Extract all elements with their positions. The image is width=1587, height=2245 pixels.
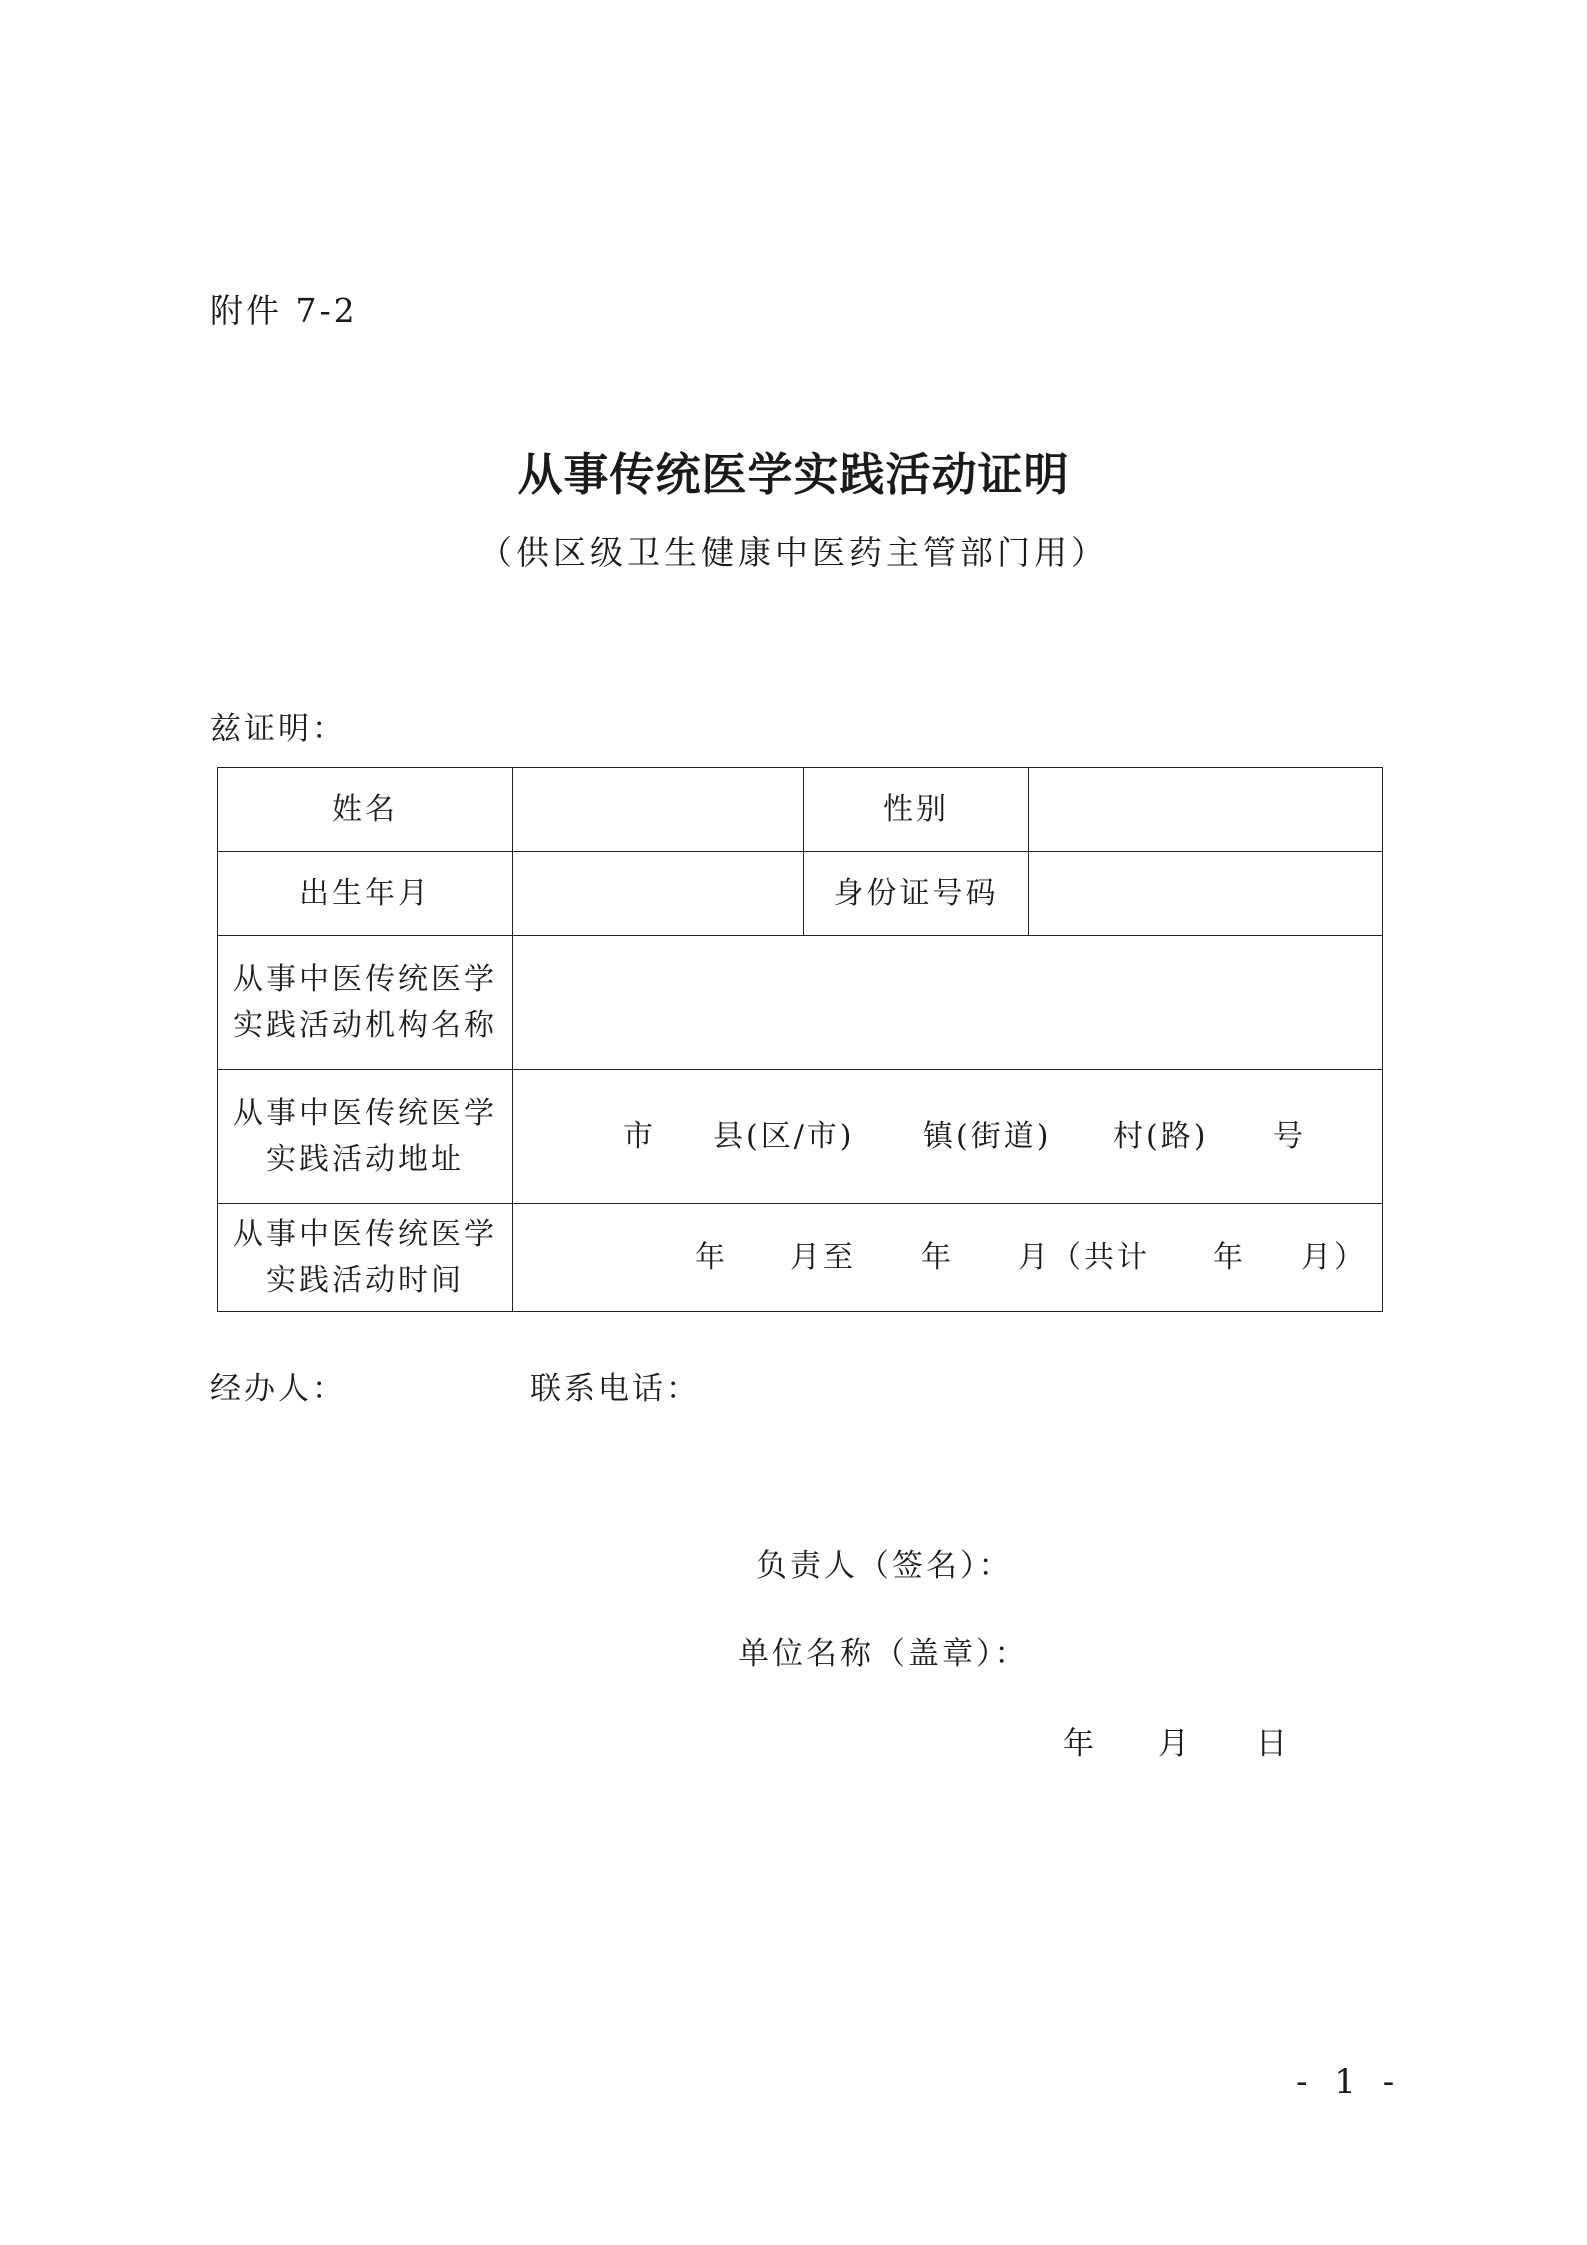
- document-title: 从事传统医学实践活动证明: [517, 448, 1070, 501]
- birth-field[interactable]: [513, 852, 804, 936]
- certificate-form-table: [217, 767, 1383, 1312]
- time-field[interactable]: [513, 1204, 1383, 1312]
- address-village: 村(路): [1113, 1118, 1209, 1154]
- responsible-signature-label: 负责人（签名）：: [756, 1548, 1013, 1584]
- address-label: [218, 1070, 513, 1204]
- date-month: 月: [1158, 1726, 1189, 1762]
- date-day: 日: [1256, 1726, 1287, 1762]
- time-total-year: 年: [1213, 1239, 1246, 1275]
- address-number: 号: [1273, 1118, 1306, 1154]
- address-county: 县(区/市): [713, 1118, 855, 1154]
- time-label-line1: 从事中医传统医学: [233, 1216, 497, 1252]
- address-town: 镇(街道): [923, 1118, 1052, 1154]
- time-label: [218, 1204, 513, 1312]
- table-row: [218, 768, 1383, 852]
- attachment-label: 附件 7-2: [210, 291, 358, 330]
- page-number: - 1 -: [1296, 2062, 1403, 2102]
- gender-field[interactable]: [1029, 768, 1383, 852]
- table-row: [218, 1070, 1383, 1204]
- birth-label: 出生年月: [218, 852, 513, 936]
- institution-field[interactable]: [513, 936, 1383, 1070]
- phone-label: 联系电话：: [530, 1371, 700, 1407]
- document-subtitle: （供区级卫生健康中医药主管部门用）: [479, 533, 1108, 572]
- institution-label-line2: 实践活动机构名称: [233, 1007, 497, 1043]
- address-label-line2: 实践活动地址: [266, 1141, 464, 1177]
- gender-label: 性别: [804, 768, 1029, 852]
- address-city: 市: [623, 1118, 656, 1154]
- time-end-month: 月（共计: [1018, 1239, 1150, 1275]
- table-row: [218, 1204, 1383, 1312]
- time-start-month: 月至: [790, 1239, 856, 1275]
- time-start-year: 年: [695, 1239, 728, 1275]
- handler-label: 经办人：: [210, 1371, 346, 1407]
- name-field[interactable]: [513, 768, 804, 852]
- institution-label: [218, 936, 513, 1070]
- address-field[interactable]: [513, 1070, 1383, 1204]
- time-end-year: 年: [921, 1239, 954, 1275]
- id-number-label: 身份证号码: [804, 852, 1029, 936]
- institution-label-line1: 从事中医传统医学: [233, 961, 497, 997]
- id-number-field[interactable]: [1029, 852, 1383, 936]
- time-total-month: 月）: [1301, 1239, 1367, 1275]
- address-label-line1: 从事中医传统医学: [233, 1095, 497, 1131]
- time-label-line2: 实践活动时间: [266, 1262, 464, 1298]
- table-row: [218, 852, 1383, 936]
- name-label: 姓名: [218, 768, 513, 852]
- intro-text: 兹证明：: [210, 711, 346, 747]
- table-row: [218, 936, 1383, 1070]
- date-year: 年: [1063, 1726, 1094, 1762]
- unit-seal-label: 单位名称（盖章）：: [738, 1636, 1029, 1672]
